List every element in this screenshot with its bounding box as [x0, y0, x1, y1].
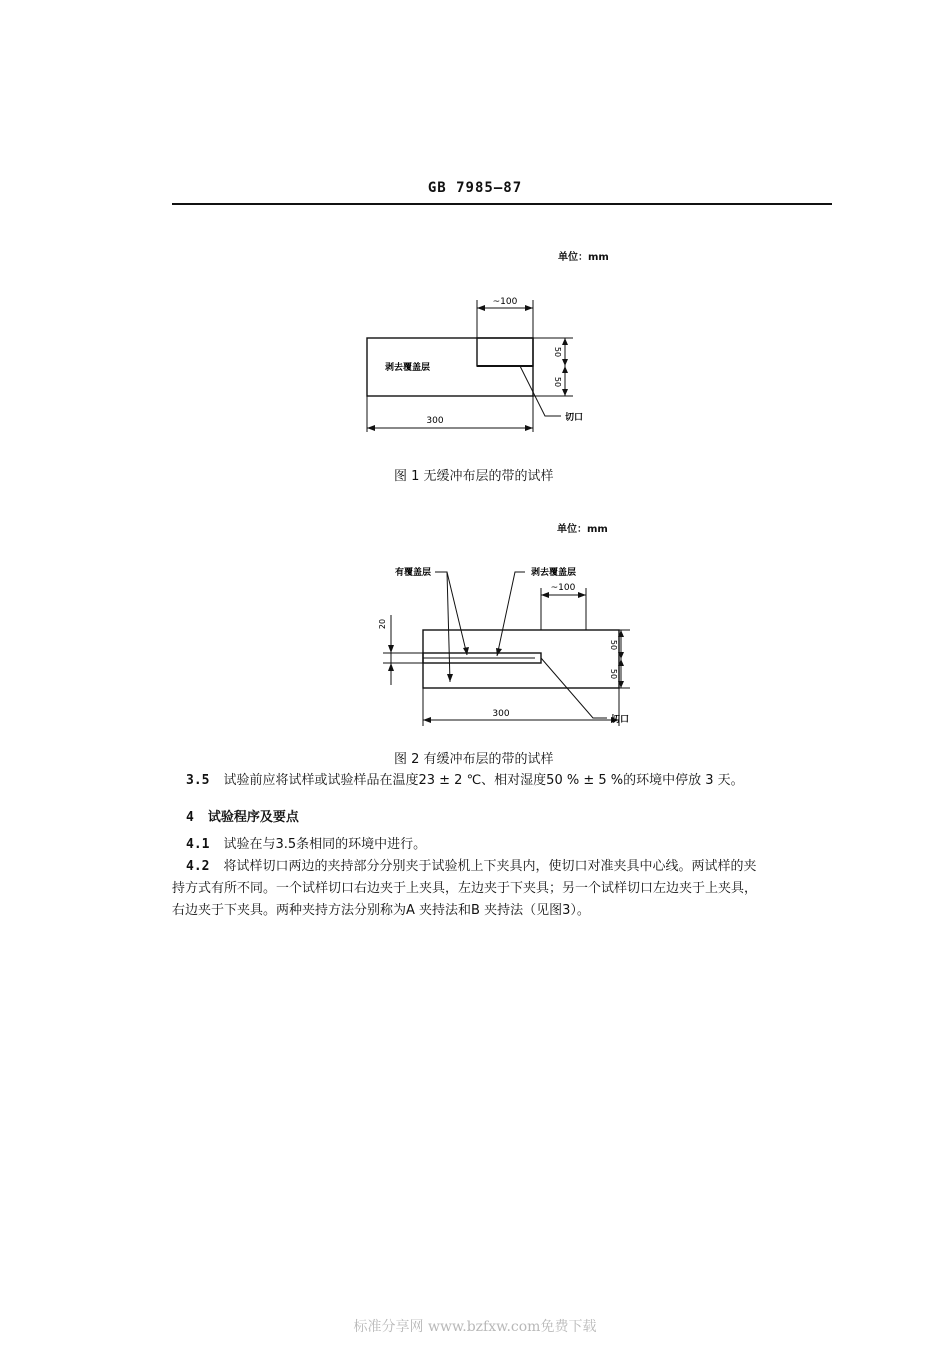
clause-4-1 — [186, 834, 836, 856]
figure1-dim-bottom: 50 — [553, 376, 562, 388]
figure1-stripped-label: 剥去覆盖层 — [385, 363, 431, 373]
figure1-dim-length: 300 — [426, 416, 444, 426]
figure2-dim-bottom: 50 — [609, 668, 618, 680]
clause-4-1-text: 试验在与3.5条相同的环境中进行。 — [223, 837, 427, 852]
figure2-unit: 单位：mm — [557, 524, 608, 535]
clause-4-2-line3: 右边夹于下夹具。两种夹持方法分别称为A 夹持法和B 夹持法（见图3）。 — [172, 903, 590, 918]
clause-4-2-number: 4.2 — [186, 859, 210, 874]
figure2-cut-label: 切口 — [611, 715, 630, 725]
figure1-dim-top: 50 — [553, 346, 562, 358]
figure2-covered-label: 有覆盖层 — [395, 568, 432, 578]
footer-watermark: 标准分享网 www.bzfxw.com免费下载 — [353, 1319, 597, 1335]
figure2-dim-length: 300 — [492, 709, 510, 719]
figure2-dim-gap: 20 — [378, 618, 387, 630]
clause-3-5 — [186, 770, 836, 792]
figure2-diagram — [375, 560, 645, 730]
clause-3-5-number: 3.5 — [186, 773, 210, 788]
section-4-number: 4 — [186, 810, 194, 825]
section-4-heading — [186, 806, 299, 825]
figure2-specimen — [423, 630, 619, 688]
figure1-unit: 单位：mm — [558, 252, 609, 263]
clause-4-1-number: 4.1 — [186, 837, 210, 852]
figure2-caption: 图 2 有缓冲布层的带的试样 — [394, 752, 554, 767]
figure2-dim-top: 50 — [609, 639, 618, 651]
figure1-caption: 图 1 无缓冲布层的带的试样 — [394, 469, 554, 484]
clause-4-2-line2: 持方式有所不同。一个试样切口右边夹于上夹具，左边夹于下夹具；另一个试样切口左边夹于上夹具， — [172, 881, 758, 896]
clause-3-5-text: 试验前应将试样或试验样品在温度23 ± 2 ℃、相对湿度50 % ± 5 %的环境中停放 3 天。 — [223, 773, 744, 788]
section-4-title: 试验程序及要点 — [207, 810, 299, 825]
figure1-stripped-region — [477, 338, 533, 366]
clause-4-2-line1 — [186, 856, 836, 878]
figure1-dim-width: ~100 — [492, 297, 518, 307]
figure2-dim-width: ~100 — [550, 583, 576, 593]
figure1-cut-label: 切口 — [565, 413, 584, 423]
clause-4-2-text-1: 将试样切口两边的夹持部分分别夹于试验机上下夹具内，使切口对准夹具中心线。两试样的夹 — [223, 859, 757, 874]
figure1-diagram — [355, 290, 615, 440]
figure2-stripped-label: 剥去覆盖层 — [531, 568, 577, 578]
standard-code-header: GB 7985—87 — [427, 180, 523, 196]
header-rule — [172, 203, 832, 205]
